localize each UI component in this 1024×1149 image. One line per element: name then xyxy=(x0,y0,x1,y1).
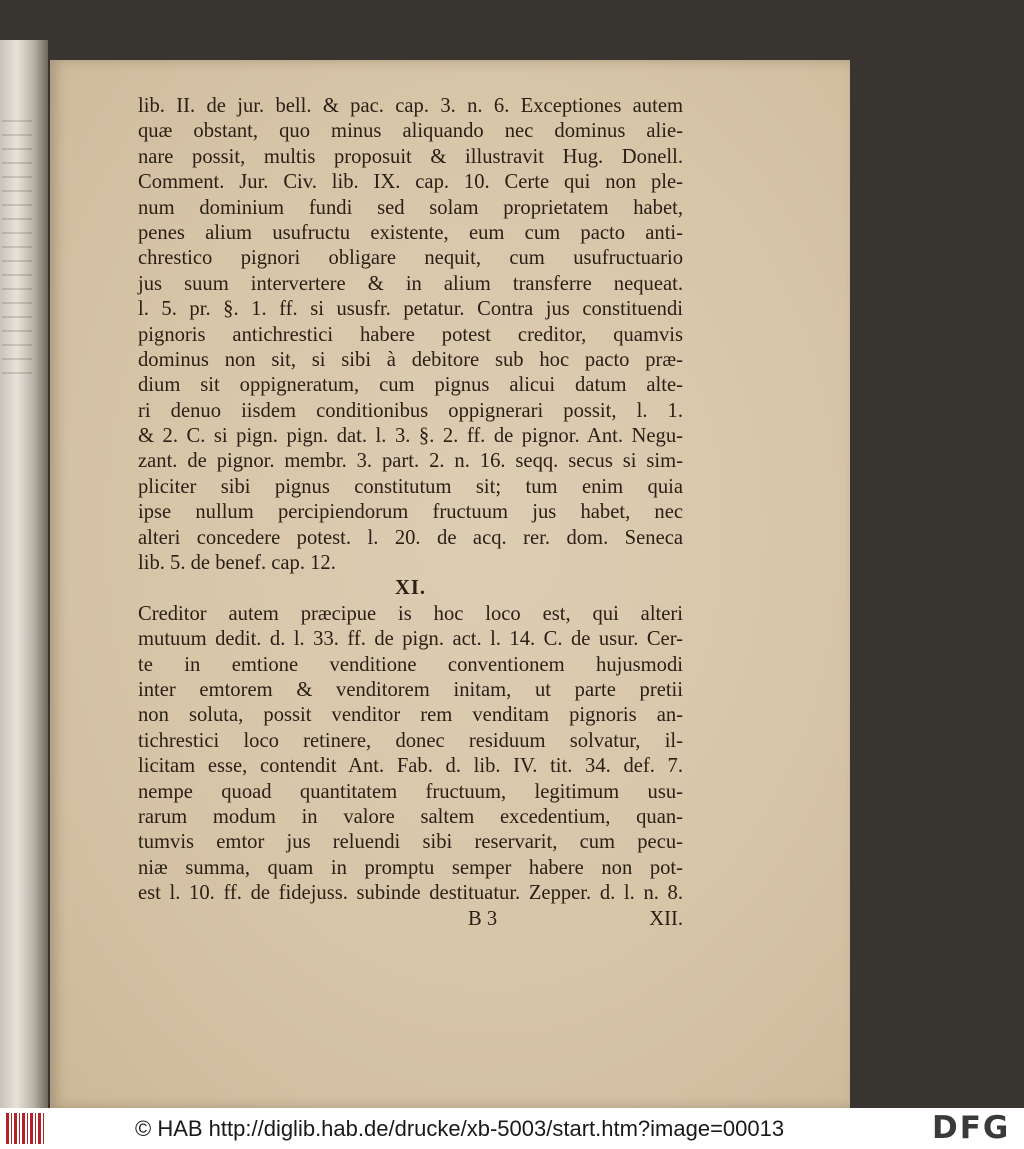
text-line: est l. 10. ff. de fidejuss. subinde destituatur. Zepper. d. l. n. 8. xyxy=(138,882,683,905)
text-line: dominus non sit, si sibi à debitore sub hoc pacto præ- xyxy=(138,348,683,371)
text-line: tichrestici loco retinere, donec residuum solvatur, il- xyxy=(138,729,683,752)
viewer-footer-bar xyxy=(0,1108,1024,1149)
text-line: Comment. Jur. Civ. lib. IX. cap. 10. Certe qui non ple- xyxy=(138,171,683,194)
paragraph-1 xyxy=(138,94,683,576)
text-line: quæ obstant, quo minus aliquando nec dominus alie- xyxy=(138,120,683,143)
previous-page-text-fragment xyxy=(2,120,32,380)
text-line: pliciter sibi pignus constitutum sit; tum enim quia xyxy=(138,475,683,498)
text-line: num dominium fundi sed solam proprietatem habet, xyxy=(138,196,683,219)
text-line: niæ summa, quam in promptu semper habere non pot- xyxy=(138,856,683,879)
book-page xyxy=(50,60,850,1108)
catchword: XII. xyxy=(649,907,683,930)
previous-page-edge xyxy=(0,40,48,1108)
text-line: pignoris antichrestici habere potest creditor, quamvis xyxy=(138,323,683,346)
text-line: dium sit oppigneratum, cum pignus alicui datum alte- xyxy=(138,374,683,397)
section-heading: XI. xyxy=(394,577,427,600)
text-line: nempe quoad quantitatem fructuum, legitimum usu- xyxy=(138,780,683,803)
text-line: & 2. C. si pign. pign. dat. l. 3. §. 2. ff. de pignor. Ant. Negu- xyxy=(138,425,683,448)
signature-mark: B 3 xyxy=(468,907,498,930)
text-line: penes alium usufructu existente, eum cum pacto anti- xyxy=(138,221,683,244)
text-line: lib. 5. de benef. cap. 12. xyxy=(138,552,336,575)
text-line: te in emtione venditione conventionem hujusmodi xyxy=(138,653,683,676)
text-line: zant. de pignor. membr. 3. part. 2. n. 16. seqq. secus si sim- xyxy=(138,450,683,473)
citation-url[interactable]: © HAB http://diglib.hab.de/drucke/xb-5003/start.htm?image=00013 xyxy=(135,1116,785,1141)
text-line: alteri concedere potest. l. 20. de acq. rer. dom. Seneca xyxy=(138,526,683,549)
text-line: inter emtorem & venditorem initam, ut parte pretii xyxy=(138,678,683,701)
page-footer-line xyxy=(138,907,683,932)
text-line: nare possit, multis proposuit & illustravit Hug. Donell. xyxy=(138,145,683,168)
text-line: jus suum intervertere & in alium transferre nequeat. xyxy=(138,272,683,295)
text-line: mutuum dedit. d. l. 33. ff. de pign. act. l. 14. C. de usur. Cer- xyxy=(138,628,683,651)
paragraph-2 xyxy=(138,602,683,907)
page-text-block xyxy=(138,94,683,932)
dfg-logo: DFG xyxy=(932,1110,1011,1146)
text-line: l. 5. pr. §. 1. ff. si ususfr. petatur. Contra jus constituendi xyxy=(138,298,683,321)
text-line: ipse nullum percipiendorum fructuum jus habet, nec xyxy=(138,501,683,524)
text-line: chrestico pignori obligare nequit, cum usufructuario xyxy=(138,247,683,270)
text-line: non soluta, possit venditor rem venditam pignoris an- xyxy=(138,704,683,727)
text-line: licitam esse, contendit Ant. Fab. d. lib. IV. tit. 34. def. 7. xyxy=(138,755,683,778)
text-line: tumvis emtor jus reluendi sibi reservarit, cum pecu- xyxy=(138,831,683,854)
text-line: Creditor autem præcipue is hoc loco est, qui alteri xyxy=(138,602,683,625)
barcode-icon xyxy=(6,1113,46,1144)
text-line: rarum modum in valore saltem excedentium, quan- xyxy=(138,805,683,828)
text-line: lib. II. de jur. bell. & pac. cap. 3. n. 6. Exceptiones autem xyxy=(138,95,683,117)
text-line: ri denuo iisdem conditionibus oppignerari possit, l. 1. xyxy=(138,399,683,422)
